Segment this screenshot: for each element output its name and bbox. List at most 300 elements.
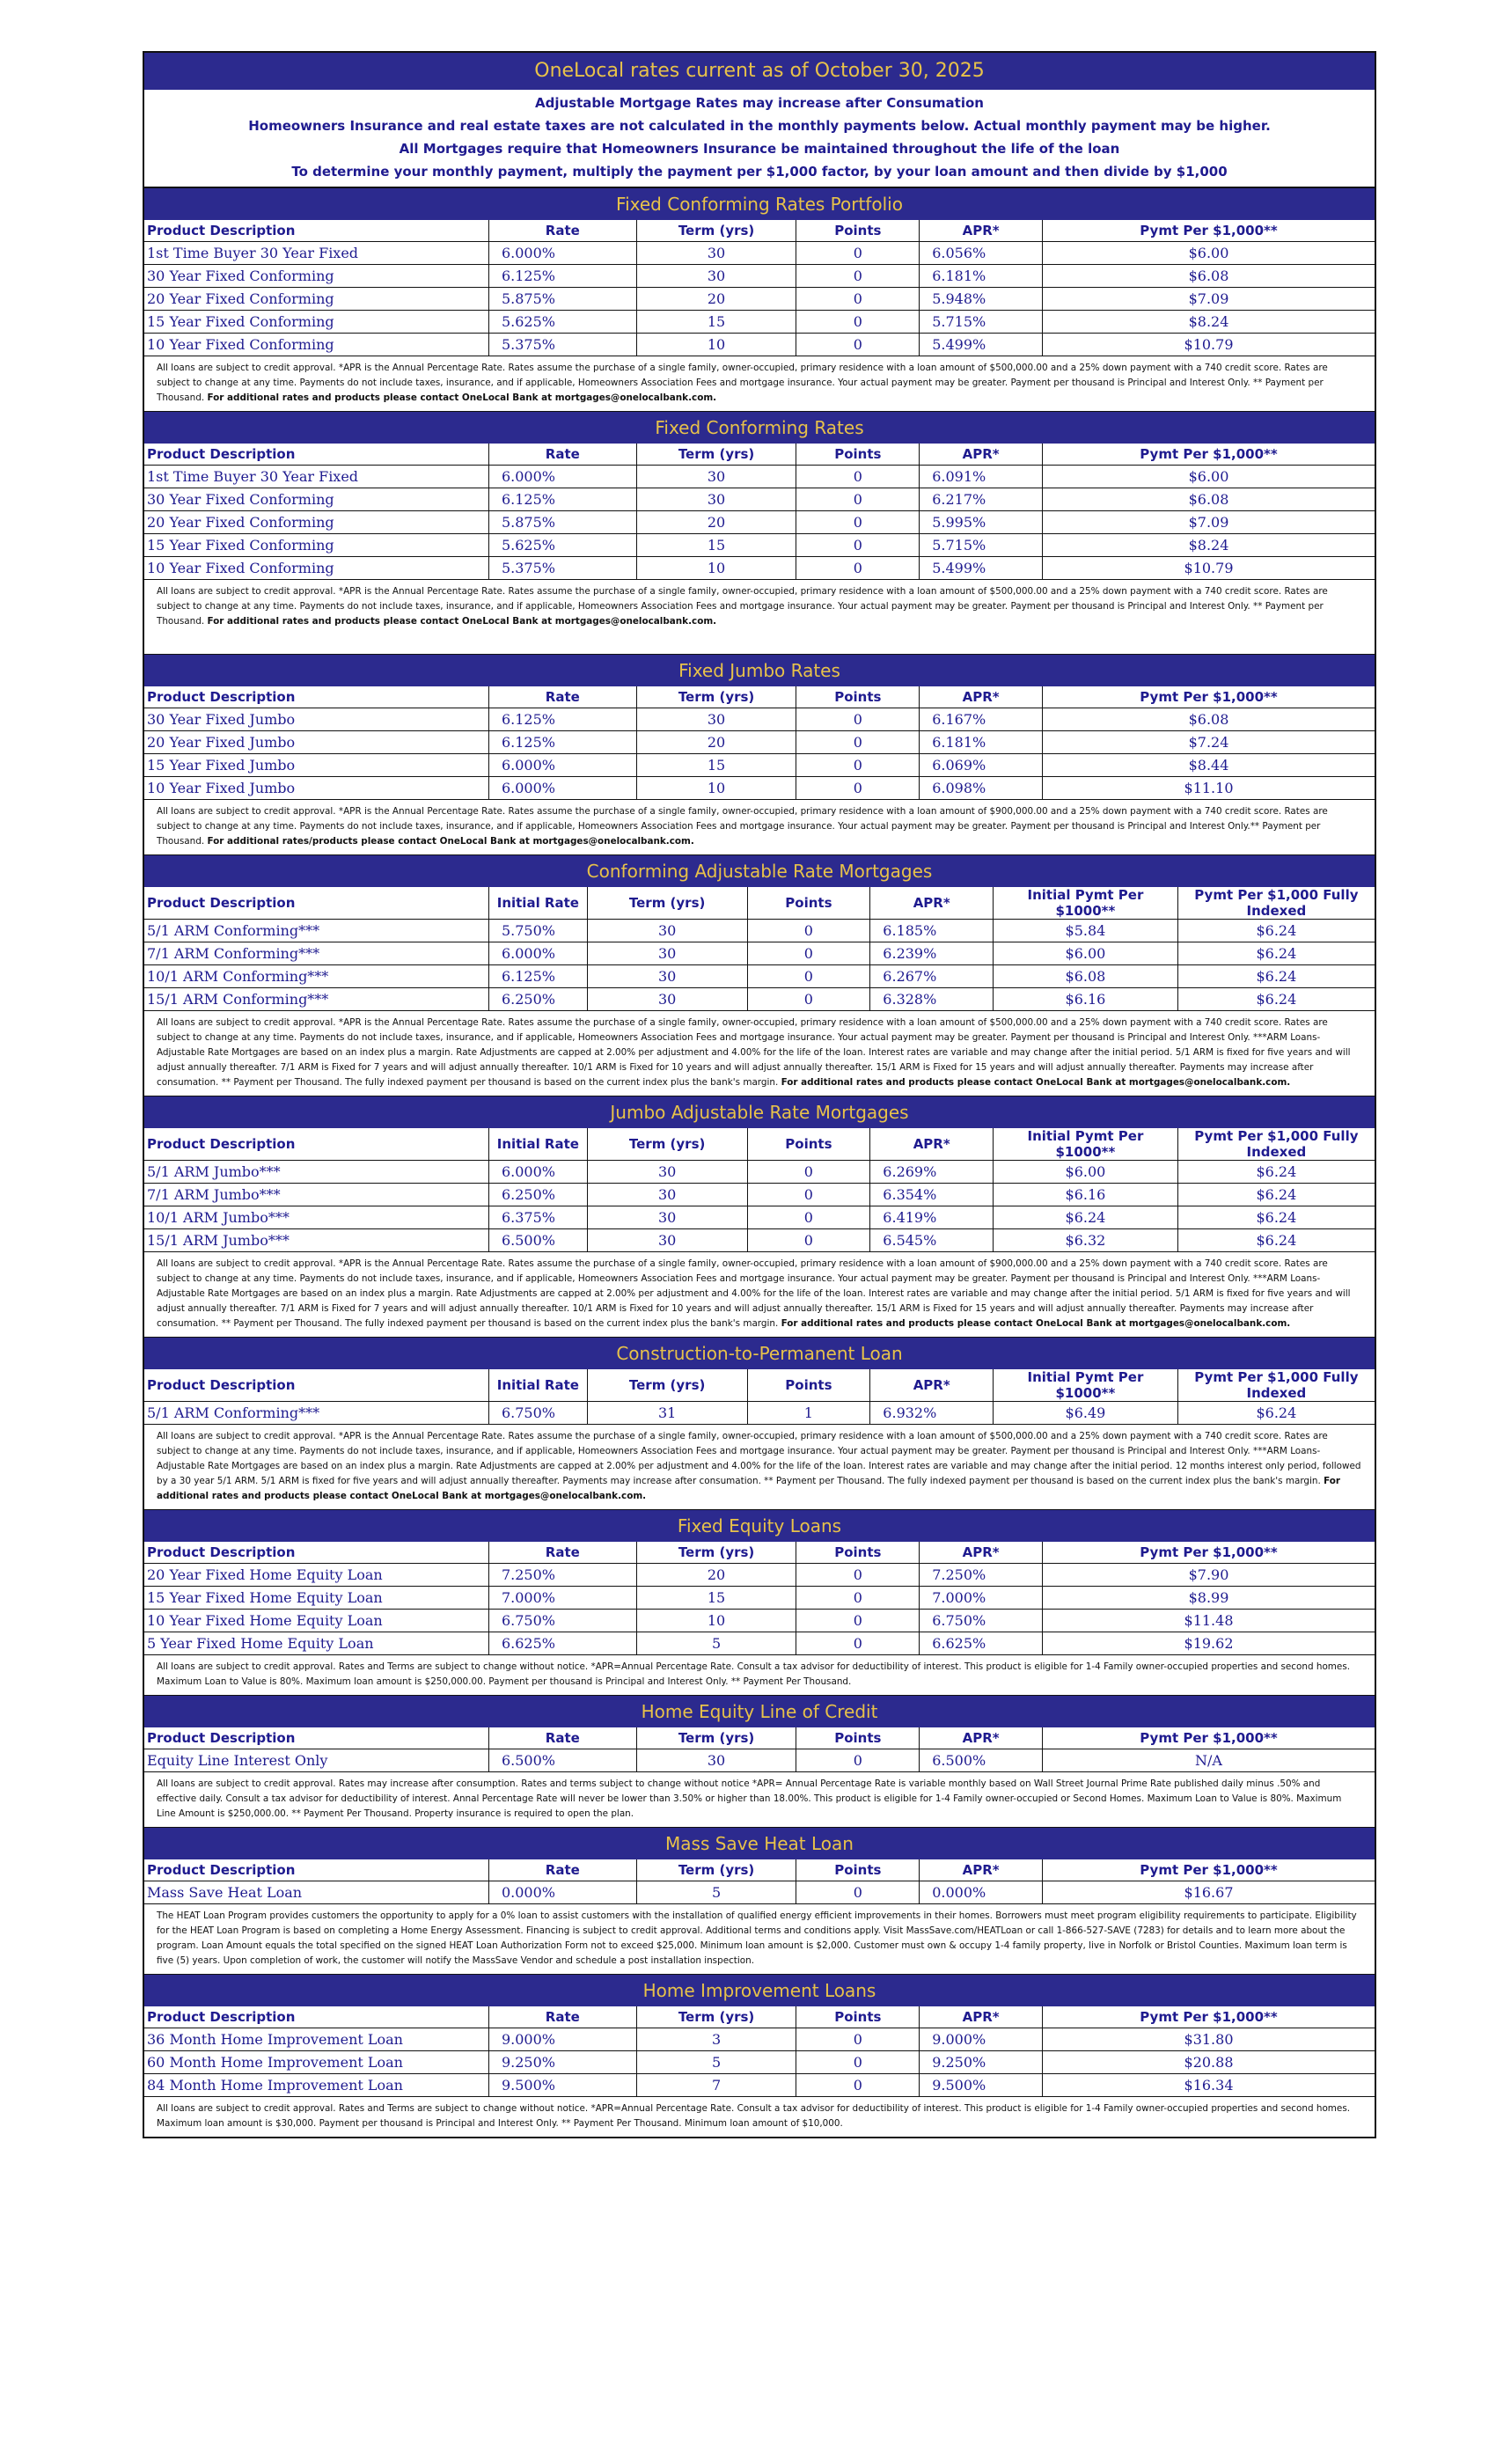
col-apr-cell: 6.354% [870, 1184, 994, 1206]
col-apr-cell: 6.091% [920, 466, 1043, 488]
col-payment-header: Pymt Per $1,000** [1043, 1859, 1375, 1881]
col-points-cell: 0 [747, 920, 870, 942]
contact-note: For additional rates and products please contact OneLocal Bank at mortgages@onelocalbank.com. [781, 1077, 1291, 1088]
col-rate-cell: 5.875% [488, 288, 636, 311]
table-row [144, 1881, 1375, 1904]
col-indexed-payment-cell: $6.24 [1177, 1161, 1375, 1184]
disclaimer-text: All loans are subject to credit approval. Rates may increase after consumption. Rates and terms subject to change without notice *APR= Annual Percentage Rate is variable monthly based on Wall Street Journal Prime Rate published daily minus .50% and effective daily. Consult a tax advisor for deductibility of interest. Annal Percentage Rate will never be lower than 3.50% or higher than 18.00%. This product is eligible for 1-4 Family owner-occupied or Second Homes. Maximum Loan to Value is 80%. Maximum Line Amount is $250,000.00. ** Payment Per Thousand. Property insurance is required to open the plan. [157, 1778, 1342, 1819]
table-row [144, 920, 1375, 942]
col-payment-cell: $8.44 [1043, 754, 1375, 777]
table-row [144, 1229, 1375, 1252]
col-apr-header: APR* [920, 1727, 1043, 1749]
col-points-header: Points [796, 1859, 920, 1881]
section-fixed-conforming-rates-portfolio [144, 187, 1375, 411]
col-product-header: Product Description [144, 1369, 488, 1402]
col-initial-payment-cell: $6.08 [994, 965, 1178, 988]
table-row [144, 731, 1375, 754]
section-title: Fixed Conforming Rates Portfolio [144, 187, 1375, 220]
col-apr-cell: 6.419% [870, 1206, 994, 1229]
col-term-cell: 15 [636, 1587, 796, 1610]
table-row [144, 777, 1375, 800]
col-initial-payment-cell: $6.16 [994, 1184, 1178, 1206]
table-row [144, 242, 1375, 265]
col-product-cell: 20 Year Fixed Jumbo [144, 731, 488, 754]
col-product-header: Product Description [144, 1542, 488, 1564]
col-rate-header: Rate [488, 1859, 636, 1881]
col-apr-cell: 6.185% [870, 920, 994, 942]
col-apr-cell: 9.500% [920, 2074, 1043, 2097]
col-product-header: Product Description [144, 1128, 488, 1161]
intro-notice [144, 90, 1375, 187]
col-payment-header: Pymt Per $1,000** [1043, 1542, 1375, 1564]
table-header-row [144, 887, 1375, 920]
table-row [144, 1564, 1375, 1587]
section-mass-save-heat-loan [144, 1827, 1375, 1974]
col-initial-payment-header: Initial Pymt Per $1000** [994, 1369, 1178, 1402]
col-product-cell: Mass Save Heat Loan [144, 1881, 488, 1904]
table-row [144, 1161, 1375, 1184]
col-apr-cell: 6.069% [920, 754, 1043, 777]
col-term-header: Term (yrs) [636, 220, 796, 242]
col-points-cell: 0 [796, 1632, 920, 1655]
col-points-cell: 0 [796, 466, 920, 488]
section-title: Conforming Adjustable Rate Mortgages [144, 854, 1375, 887]
col-rate-cell: 6.000% [488, 466, 636, 488]
col-payment-header: Pymt Per $1,000** [1043, 444, 1375, 466]
col-payment-header: Pymt Per $1,000** [1043, 686, 1375, 708]
table-header-row [144, 1128, 1375, 1161]
section-title: Home Improvement Loans [144, 1974, 1375, 2006]
col-indexed-payment-cell: $6.24 [1177, 965, 1375, 988]
col-points-cell: 0 [796, 488, 920, 511]
col-term-cell: 30 [587, 1184, 747, 1206]
col-term-cell: 7 [636, 2074, 796, 2097]
col-apr-cell: 6.167% [920, 708, 1043, 731]
col-initial-payment-cell: $5.84 [994, 920, 1178, 942]
col-apr-cell: 9.000% [920, 2028, 1043, 2051]
section-title: Fixed Jumbo Rates [144, 654, 1375, 686]
col-points-cell: 0 [796, 2074, 920, 2097]
col-term-cell: 30 [636, 708, 796, 731]
col-payment-cell: $8.24 [1043, 534, 1375, 557]
col-apr-cell: 6.328% [870, 988, 994, 1011]
col-product-cell: 10 Year Fixed Conforming [144, 334, 488, 356]
table-header-row [144, 1369, 1375, 1402]
col-points-cell: 0 [796, 2051, 920, 2074]
col-term-cell: 30 [636, 265, 796, 288]
section-spacer [144, 634, 1375, 654]
col-apr-header: APR* [920, 1542, 1043, 1564]
col-rate-cell: 6.500% [488, 1749, 636, 1772]
col-rate-header: Rate [488, 220, 636, 242]
col-rate-cell: 7.000% [488, 1587, 636, 1610]
col-term-cell: 15 [636, 534, 796, 557]
table-row [144, 1587, 1375, 1610]
col-term-cell: 30 [636, 488, 796, 511]
col-term-cell: 30 [636, 466, 796, 488]
contact-note: For additional rates and products please contact OneLocal Bank at mortgages@onelocalbank.com. [157, 1476, 1341, 1501]
section-disclaimer [144, 2097, 1375, 2137]
col-apr-header: APR* [920, 2006, 1043, 2028]
col-product-cell: 10/1 ARM Conforming*** [144, 965, 488, 988]
col-payment-cell: $6.00 [1043, 466, 1375, 488]
col-points-header: Points [796, 220, 920, 242]
disclaimer-text: All loans are subject to credit approval. Rates and Terms are subject to change without notice. *APR=Annual Percentage Rate. Consult a tax advisor for deductibility of interest. This product is eligible for 1-4 Family owner-occupied properties and second homes. Maximum loan amount is $30,000. Payment per thousand is Principal and Interest Only. ** Payment Per Thousand. Minimum loan amount of $10,000. [157, 2103, 1351, 2129]
col-initial-rate-cell: 5.750% [488, 920, 587, 942]
col-rate-cell: 9.500% [488, 2074, 636, 2097]
col-term-header: Term (yrs) [636, 686, 796, 708]
col-apr-cell: 5.948% [920, 288, 1043, 311]
col-rate-cell: 6.750% [488, 1610, 636, 1632]
table-row [144, 265, 1375, 288]
table-row [144, 1402, 1375, 1425]
col-term-cell: 30 [587, 920, 747, 942]
col-product-cell: 20 Year Fixed Home Equity Loan [144, 1564, 488, 1587]
col-points-header: Points [796, 444, 920, 466]
col-points-cell: 0 [796, 1564, 920, 1587]
table-row [144, 1632, 1375, 1655]
col-points-cell: 0 [796, 708, 920, 731]
table-header-row [144, 1542, 1375, 1564]
col-term-cell: 10 [636, 334, 796, 356]
col-payment-header: Pymt Per $1,000** [1043, 220, 1375, 242]
col-rate-cell: 9.000% [488, 2028, 636, 2051]
col-term-header: Term (yrs) [636, 2006, 796, 2028]
rate-sheet [143, 51, 1376, 2138]
col-product-cell: Equity Line Interest Only [144, 1749, 488, 1772]
col-rate-cell: 5.625% [488, 311, 636, 334]
col-apr-cell: 6.500% [920, 1749, 1043, 1772]
col-payment-cell: $20.88 [1043, 2051, 1375, 2074]
col-product-header: Product Description [144, 2006, 488, 2028]
col-apr-cell: 6.181% [920, 731, 1043, 754]
col-points-cell: 0 [796, 777, 920, 800]
col-product-cell: 36 Month Home Improvement Loan [144, 2028, 488, 2051]
table-row [144, 466, 1375, 488]
section-fixed-conforming-rates [144, 411, 1375, 654]
col-payment-cell: $16.67 [1043, 1881, 1375, 1904]
col-indexed-payment-cell: $6.24 [1177, 920, 1375, 942]
col-initial-rate-cell: 6.500% [488, 1229, 587, 1252]
col-product-cell: 5 Year Fixed Home Equity Loan [144, 1632, 488, 1655]
col-rate-cell: 6.125% [488, 731, 636, 754]
col-apr-cell: 5.715% [920, 534, 1043, 557]
col-apr-cell: 5.499% [920, 557, 1043, 580]
col-points-header: Points [747, 1128, 870, 1161]
col-points-cell: 0 [747, 942, 870, 965]
col-payment-cell: $6.08 [1043, 488, 1375, 511]
col-points-cell: 0 [796, 534, 920, 557]
col-product-cell: 15 Year Fixed Jumbo [144, 754, 488, 777]
rate-table [144, 1859, 1375, 1904]
col-payment-cell: $6.08 [1043, 708, 1375, 731]
table-header-row [144, 1727, 1375, 1749]
col-rate-cell: 6.125% [488, 265, 636, 288]
table-row [144, 965, 1375, 988]
col-points-cell: 1 [747, 1402, 870, 1425]
col-indexed-payment-cell: $6.24 [1177, 988, 1375, 1011]
col-apr-header: APR* [920, 1859, 1043, 1881]
col-product-cell: 10 Year Fixed Conforming [144, 557, 488, 580]
col-term-cell: 3 [636, 2028, 796, 2051]
col-product-cell: 84 Month Home Improvement Loan [144, 2074, 488, 2097]
col-apr-cell: 6.056% [920, 242, 1043, 265]
section-jumbo-adjustable-rate-mortgages [144, 1096, 1375, 1337]
col-points-cell: 0 [796, 1749, 920, 1772]
col-initial-payment-header: Initial Pymt Per $1000** [994, 1128, 1178, 1161]
table-header-row [144, 220, 1375, 242]
col-apr-cell: 6.625% [920, 1632, 1043, 1655]
section-title: Fixed Conforming Rates [144, 411, 1375, 444]
col-term-cell: 20 [636, 288, 796, 311]
col-points-cell: 0 [796, 334, 920, 356]
col-indexed-payment-header: Pymt Per $1,000 Fully Indexed [1177, 1369, 1375, 1402]
col-rate-cell: 5.625% [488, 534, 636, 557]
col-apr-cell: 5.715% [920, 311, 1043, 334]
section-disclaimer [144, 1772, 1375, 1827]
section-title: Mass Save Heat Loan [144, 1827, 1375, 1859]
col-points-cell: 0 [796, 288, 920, 311]
rate-table [144, 887, 1375, 1011]
col-apr-cell: 6.239% [870, 942, 994, 965]
col-initial-rate-cell: 6.375% [488, 1206, 587, 1229]
col-points-cell: 0 [747, 1206, 870, 1229]
col-apr-cell: 6.217% [920, 488, 1043, 511]
section-home-equity-line-of-credit [144, 1695, 1375, 1827]
col-product-cell: 30 Year Fixed Conforming [144, 488, 488, 511]
col-rate-cell: 6.000% [488, 242, 636, 265]
disclaimer-text: All loans are subject to credit approval. *APR is the Annual Percentage Rate. Rates assume the purchase of a single family, owner-occupied, primary residence with a loan amount of $900,000.00 and a 25% down payment with a 740 credit score. Rates are subject to change at any time. Payments do not include taxes, insurance, and if applicable, Homeowners Association Fees and mortgage insurance. Your actual payment may be greater. Payment per thousand is Principal and Interest Only.** Payment per Thousand. [157, 806, 1328, 847]
col-points-header: Points [796, 1727, 920, 1749]
table-row [144, 942, 1375, 965]
col-term-cell: 31 [587, 1402, 747, 1425]
table-header-row [144, 2006, 1375, 2028]
table-row [144, 1184, 1375, 1206]
col-points-cell: 0 [796, 557, 920, 580]
col-rate-cell: 6.125% [488, 708, 636, 731]
col-term-cell: 10 [636, 1610, 796, 1632]
contact-note: For additional rates and products please contact OneLocal Bank at mortgages@onelocalbank.com. [207, 616, 717, 627]
table-row [144, 488, 1375, 511]
col-apr-header: APR* [870, 1369, 994, 1402]
col-rate-cell: 0.000% [488, 1881, 636, 1904]
col-apr-cell: 0.000% [920, 1881, 1043, 1904]
col-apr-cell: 6.750% [920, 1610, 1043, 1632]
col-product-cell: 30 Year Fixed Conforming [144, 265, 488, 288]
col-payment-cell: $8.99 [1043, 1587, 1375, 1610]
col-rate-cell: 6.000% [488, 754, 636, 777]
col-points-header: Points [796, 2006, 920, 2028]
table-row [144, 311, 1375, 334]
col-term-cell: 5 [636, 2051, 796, 2074]
col-term-cell: 5 [636, 1632, 796, 1655]
col-rate-cell: 7.250% [488, 1564, 636, 1587]
col-apr-header: APR* [920, 686, 1043, 708]
col-term-cell: 30 [587, 988, 747, 1011]
col-indexed-payment-cell: $6.24 [1177, 942, 1375, 965]
col-indexed-payment-header: Pymt Per $1,000 Fully Indexed [1177, 887, 1375, 920]
col-points-cell: 0 [796, 1587, 920, 1610]
col-initial-payment-header: Initial Pymt Per $1000** [994, 887, 1178, 920]
col-payment-cell: $11.10 [1043, 777, 1375, 800]
section-disclaimer [144, 356, 1375, 411]
col-rate-header: Rate [488, 2006, 636, 2028]
col-payment-cell: $19.62 [1043, 1632, 1375, 1655]
intro-line: To determine your monthly payment, multiply the payment per $1,000 factor, by your loan amount and then divide by $1,000 [291, 164, 1228, 180]
col-term-cell: 10 [636, 557, 796, 580]
col-term-header: Term (yrs) [587, 1128, 747, 1161]
col-apr-cell: 7.000% [920, 1587, 1043, 1610]
col-initial-payment-cell: $6.49 [994, 1402, 1178, 1425]
rate-table [144, 220, 1375, 356]
col-term-cell: 15 [636, 754, 796, 777]
col-product-header: Product Description [144, 1727, 488, 1749]
table-row [144, 1610, 1375, 1632]
col-points-header: Points [796, 686, 920, 708]
col-term-header: Term (yrs) [636, 1542, 796, 1564]
col-term-cell: 20 [636, 1564, 796, 1587]
col-product-cell: 30 Year Fixed Jumbo [144, 708, 488, 731]
col-points-cell: 0 [796, 511, 920, 534]
col-points-cell: 0 [796, 2028, 920, 2051]
col-rate-cell: 9.250% [488, 2051, 636, 2074]
col-product-cell: 15 Year Fixed Conforming [144, 311, 488, 334]
table-row [144, 511, 1375, 534]
col-payment-header: Pymt Per $1,000** [1043, 1727, 1375, 1749]
col-term-cell: 15 [636, 311, 796, 334]
intro-line: All Mortgages require that Homeowners Insurance be maintained throughout the life of the loan [399, 141, 1120, 157]
table-row [144, 288, 1375, 311]
col-indexed-payment-cell: $6.24 [1177, 1229, 1375, 1252]
table-header-row [144, 1859, 1375, 1881]
col-term-cell: 30 [587, 942, 747, 965]
section-title: Fixed Equity Loans [144, 1509, 1375, 1542]
contact-note: For additional rates and products please contact OneLocal Bank at mortgages@onelocalbank.com. [781, 1318, 1291, 1329]
col-apr-cell: 6.181% [920, 265, 1043, 288]
col-payment-cell: $7.09 [1043, 511, 1375, 534]
section-disclaimer [144, 580, 1375, 634]
col-payment-cell: $7.09 [1043, 288, 1375, 311]
rate-table [144, 686, 1375, 800]
col-payment-cell: $11.48 [1043, 1610, 1375, 1632]
col-points-header: Points [796, 1542, 920, 1564]
col-product-cell: 5/1 ARM Conforming*** [144, 1402, 488, 1425]
col-product-header: Product Description [144, 887, 488, 920]
section-construction-to-permanent-loan [144, 1337, 1375, 1509]
col-product-cell: 1st Time Buyer 30 Year Fixed [144, 466, 488, 488]
col-points-cell: 0 [747, 965, 870, 988]
disclaimer-text: The HEAT Loan Program provides customers the opportunity to apply for a 0% loan to assist customers with the installation of qualified energy efficient improvements in their homes. Borrowers must meet program eligibility requirements to participate. Eligibility for the HEAT Loan Program is based on completing a Home Energy Assessment. Financing is subject to credit approval. Additional terms and conditions apply. Visit MassSave.com/HEATLoan or call 1-866-527-SAVE (7283) for details and to learn more about the program. Loan Amount equals the total specified on the signed HEAT Loan Authorization Form not to exceed $25,000. Minimum loan amount is $2,000. Customer must own & occupy 1-4 family property, live in Norfolk or Bristol Counties. Maximum loan term is five (5) years. Upon completion of work, the customer will notify the MassSave Vendor and schedule a post installation inspection. [157, 1910, 1357, 1966]
col-product-cell: 7/1 ARM Jumbo*** [144, 1184, 488, 1206]
col-apr-cell: 5.499% [920, 334, 1043, 356]
table-row [144, 1749, 1375, 1772]
col-rate-header: Rate [488, 444, 636, 466]
col-term-header: Term (yrs) [636, 444, 796, 466]
disclaimer-text: All loans are subject to credit approval. *APR is the Annual Percentage Rate. Rates assume the purchase of a single family, owner-occupied, primary residence with a loan amount of $500,000.00 and a 25% down payment with a 740 credit score. Rates are subject to change at any time. Payments do not include taxes, insurance, and if applicable, Homeowners Association Fees and mortgage insurance. Your actual payment may be greater. Payment per thousand is Principal and Interest Only. ***ARM Loans- Adjustable Rate Mortgages are based on an index plus a margin. Rate Adjustments are capped at 2.00% per adjustment and 4.00% for the life of the loan. Interest rates are variable and may change after the initial period. 12 months interest only period, followed by a 30 year 5/1 ARM. 5/1 ARM is fixed for five years and will adjust annually thereafter. Payments may increase after consumation. ** Payment per Thousand. The fully indexed payment per thousand is based on the current index plus the bank's margin. [157, 1431, 1361, 1486]
col-apr-header: APR* [870, 887, 994, 920]
col-term-header: Term (yrs) [587, 1369, 747, 1402]
col-initial-payment-cell: $6.16 [994, 988, 1178, 1011]
intro-line: Adjustable Mortgage Rates may increase after Consumation [535, 95, 984, 111]
table-row [144, 708, 1375, 731]
col-points-cell: 0 [747, 988, 870, 1011]
col-points-cell: 0 [796, 754, 920, 777]
table-row [144, 557, 1375, 580]
col-initial-rate-cell: 6.125% [488, 965, 587, 988]
col-points-cell: 0 [796, 731, 920, 754]
col-payment-cell: $7.90 [1043, 1564, 1375, 1587]
col-product-cell: 10 Year Fixed Jumbo [144, 777, 488, 800]
rate-sections [144, 187, 1375, 2137]
col-product-cell: 15 Year Fixed Conforming [144, 534, 488, 557]
disclaimer-text: All loans are subject to credit approval. Rates and Terms are subject to change without notice. *APR=Annual Percentage Rate. Consult a tax advisor for deductibility of interest. This product is eligible for 1-4 Family owner-occupied properties and second homes. Maximum Loan to Value is 80%. Maximum loan amount is $250,000.00. Payment per thousand is Principal and Interest Only. ** Payment Per Thousand. [157, 1661, 1351, 1687]
col-initial-rate-cell: 6.250% [488, 1184, 587, 1206]
col-rate-header: Rate [488, 686, 636, 708]
col-initial-rate-cell: 6.750% [488, 1402, 587, 1425]
col-initial-rate-header: Initial Rate [488, 887, 587, 920]
disclaimer-text: All loans are subject to credit approval. *APR is the Annual Percentage Rate. Rates assume the purchase of a single family, owner-occupied, primary residence with a loan amount of $900,000.00 and a 25% down payment with a 740 credit score. Rates are subject to change at any time. Payments do not include taxes, insurance, and if applicable, Homeowners Association Fees and mortgage insurance. Your actual payment may be greater. Payment per thousand is Principal and Interest Only. ***ARM Loans- Adjustable Rate Mortgages are based on an index plus a margin. Rate Adjustments are capped at 2.00% per adjustment and 4.00% for the life of the loan. Interest rates are variable and may change after the initial period. 5/1 ARM is fixed for five years and will adjust annually thereafter. 7/1 ARM is Fixed for 7 years and will adjust annually thereafter. 10/1 ARM is Fixed for 10 years and will adjust annually thereafter. 15/1 ARM is Fixed for 15 years and will adjust annually thereafter. Payments may increase after consumation. ** Payment per Thousand. The fully indexed payment per thousand is based on the current index plus the bank's margin. [157, 1258, 1351, 1329]
table-row [144, 2074, 1375, 2097]
section-disclaimer [144, 1011, 1375, 1096]
disclaimer-text: All loans are subject to credit approval. *APR is the Annual Percentage Rate. Rates assume the purchase of a single family, owner-occupied, primary residence with a loan amount of $500,000.00 and a 25% down payment with a 740 credit score. Rates are subject to change at any time. Payments do not include taxes, insurance, and if applicable, Homeowners Association Fees and mortgage insurance. Your actual payment may be greater. Payment per thousand is Principal and Interest Only. ** Payment per Thousand. [157, 586, 1328, 627]
col-payment-cell: $7.24 [1043, 731, 1375, 754]
col-payment-cell: $6.00 [1043, 242, 1375, 265]
section-disclaimer [144, 1904, 1375, 1974]
table-row [144, 988, 1375, 1011]
col-apr-header: APR* [920, 220, 1043, 242]
col-product-cell: 15/1 ARM Jumbo*** [144, 1229, 488, 1252]
col-initial-rate-cell: 6.000% [488, 942, 587, 965]
col-initial-rate-header: Initial Rate [488, 1369, 587, 1402]
col-rate-cell: 5.375% [488, 334, 636, 356]
contact-note: For additional rates/products please contact OneLocal Bank at mortgages@onelocalbank.com. [207, 836, 694, 847]
table-row [144, 534, 1375, 557]
col-points-cell: 0 [796, 1610, 920, 1632]
section-disclaimer [144, 1425, 1375, 1509]
col-product-cell: 10 Year Fixed Home Equity Loan [144, 1610, 488, 1632]
col-product-header: Product Description [144, 444, 488, 466]
col-apr-cell: 5.995% [920, 511, 1043, 534]
contact-note: For additional rates and products please contact OneLocal Bank at mortgages@onelocalbank.com. [207, 392, 717, 403]
col-rate-header: Rate [488, 1727, 636, 1749]
col-product-cell: 60 Month Home Improvement Loan [144, 2051, 488, 2074]
col-payment-cell: N/A [1043, 1749, 1375, 1772]
col-points-cell: 0 [747, 1161, 870, 1184]
col-points-cell: 0 [796, 242, 920, 265]
intro-line: Homeowners Insurance and real estate taxes are not calculated in the monthly payments below. Actual monthly payment may be higher. [248, 118, 1271, 134]
col-product-cell: 20 Year Fixed Conforming [144, 511, 488, 534]
col-apr-cell: 6.545% [870, 1229, 994, 1252]
col-term-cell: 20 [636, 731, 796, 754]
col-indexed-payment-header: Pymt Per $1,000 Fully Indexed [1177, 1128, 1375, 1161]
col-product-header: Product Description [144, 220, 488, 242]
col-points-cell: 0 [747, 1184, 870, 1206]
table-row [144, 2051, 1375, 2074]
col-term-header: Term (yrs) [636, 1727, 796, 1749]
col-points-cell: 0 [796, 1881, 920, 1904]
col-indexed-payment-cell: $6.24 [1177, 1206, 1375, 1229]
col-indexed-payment-cell: $6.24 [1177, 1184, 1375, 1206]
page-title: OneLocal rates current as of October 30, 2025 [144, 53, 1375, 90]
col-product-cell: 5/1 ARM Conforming*** [144, 920, 488, 942]
col-payment-cell: $16.34 [1043, 2074, 1375, 2097]
col-product-cell: 5/1 ARM Jumbo*** [144, 1161, 488, 1184]
col-initial-rate-header: Initial Rate [488, 1128, 587, 1161]
col-indexed-payment-cell: $6.24 [1177, 1402, 1375, 1425]
col-term-cell: 30 [587, 965, 747, 988]
rate-table [144, 1128, 1375, 1252]
col-points-cell: 0 [747, 1229, 870, 1252]
